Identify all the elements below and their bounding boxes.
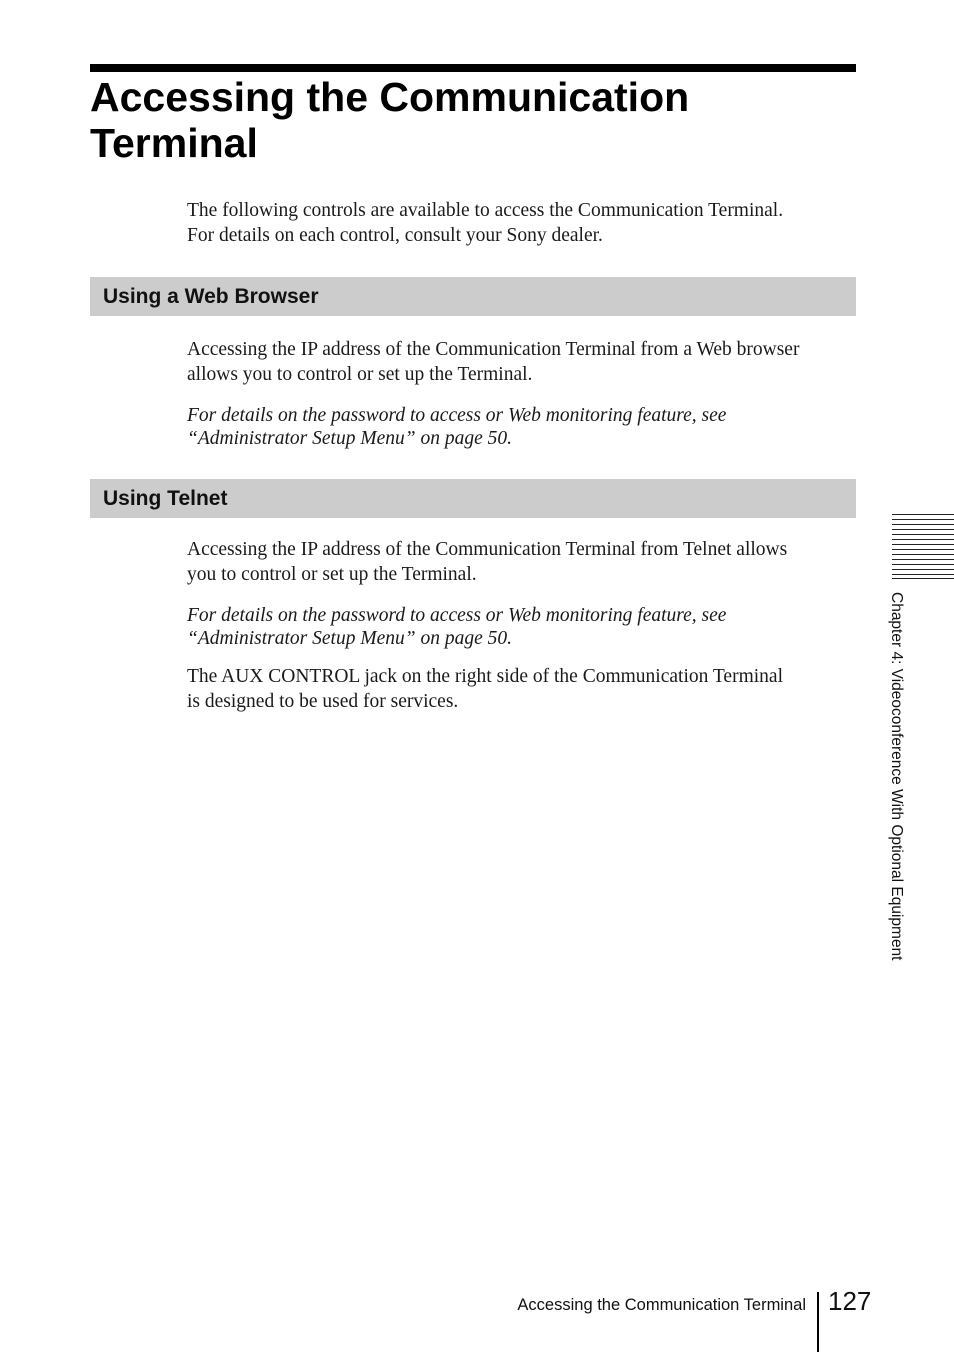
tab-stripe (892, 529, 954, 530)
footer-divider (817, 1292, 819, 1352)
aux-control-note (187, 664, 855, 714)
section-heading-web-browser: Using a Web Browser (103, 285, 319, 308)
tab-stripe (892, 569, 954, 570)
telnet-ref-line-2: “Administrator Setup Menu” on page 50. (187, 628, 512, 649)
telnet-paragraph (187, 537, 855, 587)
tab-stripe (892, 549, 954, 550)
chapter-side-label: Chapter 4: Videoconference With Optional Equipment (888, 592, 905, 961)
web-browser-ref-line-1: For details on the password to access or Web monitoring feature, see (187, 405, 727, 426)
tab-stripe (892, 574, 954, 575)
tab-stripe (892, 514, 954, 515)
page-title-line-1: Accessing the Communication (90, 74, 690, 120)
section-heading-telnet: Using Telnet (103, 487, 228, 510)
web-browser-paragraph (187, 337, 855, 387)
tab-stripe (892, 544, 954, 545)
chapter-tab-marker (892, 514, 954, 580)
aux-note-line-1: The AUX CONTROL jack on the right side of the Communication Terminal (187, 666, 783, 687)
tab-stripe (892, 564, 954, 565)
section-header-telnet (90, 479, 856, 518)
footer-running-title: Accessing the Communication Terminal (517, 1296, 806, 1314)
tab-stripe (892, 519, 954, 520)
tab-stripe (892, 559, 954, 560)
web-browser-reference (187, 404, 855, 450)
telnet-reference (187, 604, 855, 650)
page-number: 127 (828, 1286, 872, 1316)
tab-stripe (892, 554, 954, 555)
section-header-web-browser (90, 277, 856, 316)
web-browser-line-2: allows you to control or set up the Terminal. (187, 364, 533, 385)
tab-stripe (892, 539, 954, 540)
aux-note-line-2: is designed to be used for services. (187, 691, 459, 712)
intro-line-1: The following controls are available to access the Communication Terminal. (187, 200, 784, 221)
telnet-ref-line-1: For details on the password to access or Web monitoring feature, see (187, 605, 727, 626)
telnet-line-2: you to control or set up the Terminal. (187, 564, 477, 585)
tab-stripe (892, 524, 954, 525)
intro-paragraph (187, 198, 855, 248)
tab-stripe (892, 578, 954, 579)
web-browser-ref-line-2: “Administrator Setup Menu” on page 50. (187, 428, 512, 449)
page-title (90, 74, 856, 166)
telnet-line-1: Accessing the IP address of the Communication Terminal from Telnet allows (187, 539, 788, 560)
intro-line-2: For details on each control, consult your Sony dealer. (187, 225, 603, 246)
tab-stripe (892, 534, 954, 535)
page-title-line-2: Terminal (90, 120, 258, 166)
top-rule (90, 64, 856, 72)
web-browser-line-1: Accessing the IP address of the Communication Terminal from a Web browser (187, 339, 800, 360)
